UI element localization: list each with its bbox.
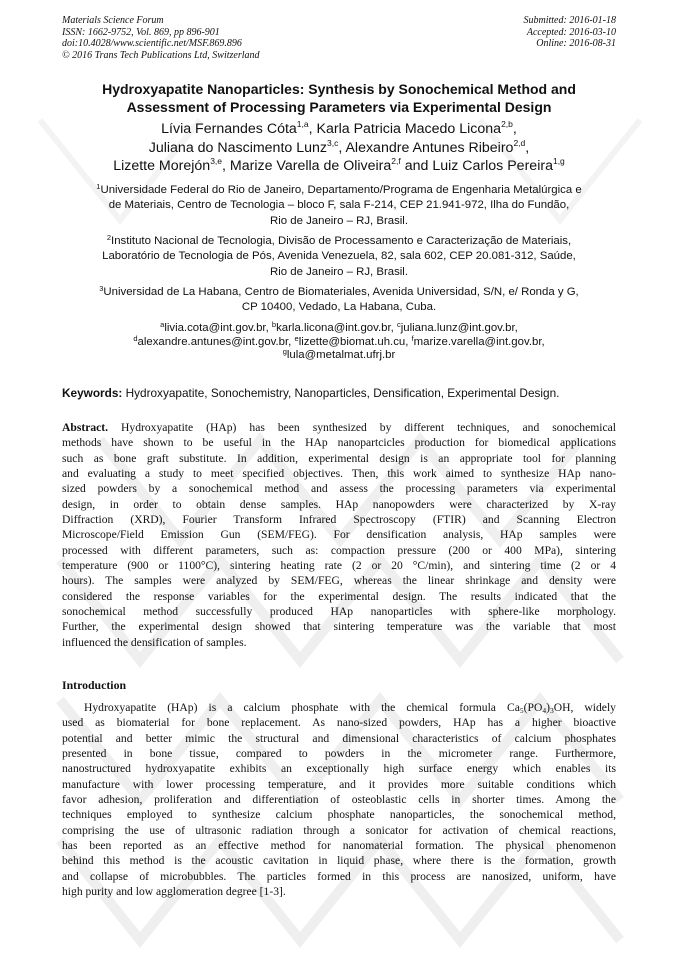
abstract-line: design, in order to obtain dense samples. HAp nanopowders were characterized by X-ray xyxy=(62,497,616,511)
affiliation-number: 1 xyxy=(96,182,101,191)
abstract-line: Diffraction (XRD), Fourier Transform Infrared Spectroscopy (FTIR) and Scanning Electron xyxy=(62,513,616,527)
author-list xyxy=(40,120,638,176)
intro-line: used as biomaterial for bone replacement. As nano-sized powders, HAp has a higher bioactive xyxy=(62,716,616,730)
intro-line: presented in bone tissue, compared to powders in the micrometer range. Furthermore, xyxy=(62,747,616,761)
abstract-line: and evaluating a study to meet specified objectives. Then, this work aimed to synthesize HAp nano- xyxy=(62,467,616,481)
author-affil-mark: 3,e xyxy=(210,156,223,166)
abstract-line: Further, the experimental design showed that sintering temperature was the variable that most xyxy=(62,620,616,634)
intro-line: nanostructured hydroxyapatite exhibits an exceptionally high surface energy which enables its xyxy=(62,762,616,776)
intro-line: behind this method is the acoustic cavitation in liquid phase, where there is the formation, growth xyxy=(62,854,616,868)
abstract-label: Abstract. xyxy=(62,421,109,434)
email-link[interactable]: karla.licona@int.gov.br, xyxy=(276,322,394,334)
author-line: Lizette Morejón$^{3,e}$, Marize Varella de Oliveira$^{2,f}$ and Luiz Carlos Pereira$^{1,g}$ xyxy=(113,156,565,174)
email-link[interactable]: lizette@biomat.uh.cu, xyxy=(298,335,409,348)
abstract-line: such as bone graft substitute. In addition, experimental design is an appropriate tool for planning xyxy=(62,451,616,465)
intro-line: favor adhesion, proliferation and differentiation of osteoblastic cells in shorter times. Among the xyxy=(62,793,616,807)
affiliation-line: CP 10400, Vedado, La Habana, Cuba. xyxy=(241,301,437,314)
accepted-date: Accepted: 2016-03-10 xyxy=(526,26,616,38)
author-name: Alexandre Antunes Ribeiro xyxy=(345,139,514,156)
intro-line: potential and better mimic the structural and dimensional characteristics of calcium phosphates xyxy=(62,731,616,745)
journal-issn: ISSN: 1662-9752, Vol. 869, pp 896-901 xyxy=(62,26,220,38)
journal-info xyxy=(62,15,260,61)
affiliation-line: Rio de Janeiro – RJ, Brasil. xyxy=(269,265,408,278)
intro-line: and collapse of microbubbles. The particles formed in this process are nanosized, uniform, have xyxy=(62,869,616,883)
intro-line: has been reported as an effective method for nanomaterial formation. The physical phenomenon xyxy=(62,839,616,853)
title-line: Assessment of Processing Parameters via Experimental Design xyxy=(126,99,552,115)
abstract-line: Abstract. Hydroxyapatite (HAp) has been synthesized by different techniques, and sonochemical xyxy=(62,421,616,434)
affiliation-line: Universidad de La Habana, Centro de Biomateriales, Avenida Universidad, S/N, e/ Ronda y G, xyxy=(103,286,579,298)
journal-copyright: © 2016 Trans Tech Publications Ltd, Switzerland xyxy=(62,49,260,61)
author-line: Lívia Fernandes Cóta$^{1,a}$, Karla Patricia Macedo Licona$^{2,b}$, xyxy=(161,119,517,137)
email-link[interactable]: lula@metalmat.ufrj.br xyxy=(286,349,396,362)
affiliation-line: Universidade Federal do Rio de Janeiro, Departamento/Programa de Engenharia Metalúrgica e xyxy=(100,184,582,196)
submitted-date: Submitted: 2016-01-18 xyxy=(523,15,616,26)
abstract-line: considered the response variables for the experimental design. The results indicated that the xyxy=(62,589,616,603)
author-affil-mark: 2,b xyxy=(501,119,513,129)
email-link[interactable]: marize.varella@int.gov.br, xyxy=(413,335,545,348)
author-affil-mark: 1,a xyxy=(296,119,309,129)
affiliation xyxy=(50,285,628,316)
affiliation-line: de Materiais, Centro de Tecnologia – bloco F, sala F-214, CEP 21.941-972, Ilha do Fundão, xyxy=(108,199,570,212)
email-link[interactable]: livia.cota@int.gov.br, xyxy=(164,322,269,334)
author-conjunction: and xyxy=(404,158,429,174)
abstract-line: influenced the densification of samples. xyxy=(62,635,247,649)
intro-line: Hydroxyapatite (HAp) is a calcium phosphate with the chemical formula $Ca_5(PO_4)_3OH$, widely xyxy=(84,701,616,715)
journal-doi: doi:10.4028/www.scientific.net/MSF.869.896 xyxy=(62,38,242,49)
author-name: Luiz Carlos Pereira xyxy=(432,158,553,174)
intro-line: comprising the use of ultrasonic radiation through a sonicator for activation of chemical reactions, xyxy=(62,823,616,837)
affiliation-line: Rio de Janeiro – RJ, Brasil. xyxy=(269,214,408,227)
abstract-line: sonochemical method successfully produced HAp nanoparticles with sphere-like morphology. xyxy=(62,605,616,619)
introduction-body xyxy=(62,700,616,899)
abstract-line: methods have shown to be useful in the HAp nanopartcicles production for biomedical applications xyxy=(62,436,616,450)
intro-line: manufacture with lower processing temperature, and it provides more suitable conditions which xyxy=(62,777,616,791)
journal-name: Materials Science Forum xyxy=(62,15,164,26)
author-name: Marize Varella de Oliveira xyxy=(229,158,392,174)
abstract-line: processed with different parameters, such as: compaction pressure (200 or 400 MPa), sintering xyxy=(62,543,616,557)
author-name: Juliana do Nascimento Lunz xyxy=(148,139,327,156)
abstract-line: hours). The samples were analyzed by SEM/FEG, whereas the linear shrinkage and density were xyxy=(62,574,616,588)
email-link[interactable]: juliana.lunz@int.gov.br, xyxy=(400,322,518,334)
author-emails: $^a$livia.cota@int.gov.br, $^b$karla.licona@int.gov.br, $^c$juliana.lunz@int.gov.br, $^d$alexandre.antunes@int.gov.br, $^e$lizette@biomat.uh.cu, $^f$marize.varella@int.gov.br, $^g$lula@metalmat.ufrj.br xyxy=(133,320,545,362)
affiliation-number: 3 xyxy=(99,284,104,293)
intro-line: techniques employed to synthesize calcium phosphate nanoparticles, the sonochemical method, xyxy=(62,808,616,822)
abstract-line: sized powders by a sonochemical method and assess the processing parameters via experimental xyxy=(62,482,616,496)
abstract-line: Microscope/Field Emission Gun (SEM/FEG). For densification analysis, HAp samples were xyxy=(62,528,616,542)
author-name: Karla Patricia Macedo Licona xyxy=(316,121,502,137)
author-name: Lívia Fernandes Cóta xyxy=(161,121,297,137)
keywords xyxy=(62,386,559,400)
author-line: Juliana do Nascimento Lunz$^{3,c}$, Alexandre Antunes Ribeiro$^{2,d}$, xyxy=(148,137,530,156)
intro-line: high purity and low agglomeration degree [1-3]. xyxy=(62,885,286,899)
affiliation-line: Laboratório de Tecnologia de Pós, Avenida Venezuela, 82, sala 602, CEP 20.081-312, Saúde, xyxy=(102,250,576,263)
affiliation xyxy=(50,183,628,229)
author-affil-mark: 2,f xyxy=(391,156,401,166)
author-affil-mark: 2,d xyxy=(513,137,526,148)
author-affil-mark: 1,g xyxy=(552,156,565,166)
paper-title xyxy=(55,80,623,116)
abstract xyxy=(62,420,616,650)
affiliation-number: 2 xyxy=(106,233,112,242)
abstract-line: temperature (900 or 1100°C), sintering heating rate (2 or 20 °C/min), and sintering time (2 or 4 xyxy=(62,559,616,573)
author-affil-mark: 3,c xyxy=(327,137,339,148)
section-heading-introduction: Introduction xyxy=(62,678,127,692)
author-name: Lizette Morejón xyxy=(113,158,211,174)
keywords-label: Keywords: xyxy=(62,386,123,400)
keywords-text: Hydroxyapatite, Sonochemistry, Nanoparticles, Densification, Experimental Design. xyxy=(125,386,560,400)
affiliation-line: Instituto Nacional de Tecnologia, Divisão de Processamento e Caracterização de Materiais, xyxy=(111,235,572,247)
publication-dates xyxy=(524,15,617,50)
online-date: Online: 2016-08-31 xyxy=(536,38,616,49)
email-link[interactable]: alexandre.antunes@int.gov.br, xyxy=(137,335,292,348)
title-line: Hydroxyapatite Nanoparticles: Synthesis by Sonochemical Method and xyxy=(102,81,576,97)
affiliation xyxy=(50,234,628,280)
